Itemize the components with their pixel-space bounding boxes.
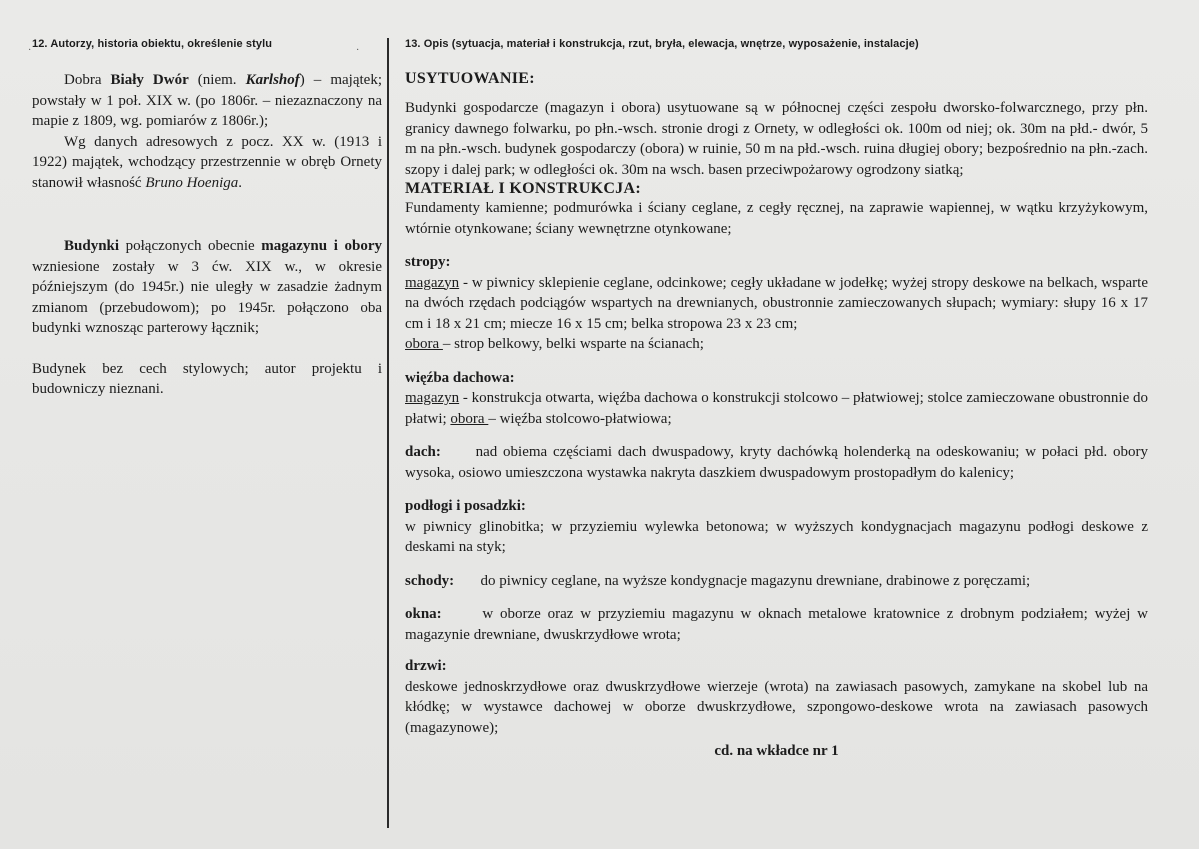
material-text: Fundamenty kamienne; podmurówka i ściany ceglane, z cegły ręcznej, na zaprawie wapiennej, w wątku krzyżykowym, wtórnie otynkowane; ściany wewnętrzne otynkowane;: [405, 200, 1148, 237]
usytuowanie-title: USYTUOWANIE:: [405, 70, 535, 87]
text-span: wzniesione zostały w 3 ćw. XIX w., w okresie późniejszym (do 1945r.) nie uległy w zasadzie żadnym zmianom (przebudowom); po 1945r. połączono oba budynki wznosząc parterowy łącznik;: [32, 258, 382, 336]
okna-label: okna:: [405, 606, 442, 622]
section-12-header: 12. Autorzy, historia obiektu, określenie stylu: [32, 38, 273, 50]
material-title: MATERIAŁ I KONSTRUKCJA:: [405, 180, 641, 197]
podlogi-section: [405, 496, 1148, 558]
text-span: - konstrukcja otwarta, więźba dachowa o konstrukcji stolcowo – płatwiowej; stolce zamieczowane obustronnie do płatwi;: [405, 390, 1148, 427]
podlogi-label: podłogi i posadzki:: [405, 498, 526, 514]
podlogi-text: w piwnicy glinobitka; w przyziemiu wylewka betonowa; w wyższych kondygnacjach magazynu podłogi deskowe z deskami na styk;: [405, 518, 1148, 555]
stropy-section: [405, 252, 1148, 355]
wiezba-label: więźba dachowa:: [405, 369, 515, 386]
bold-term: Budynki: [64, 238, 120, 254]
okna-text: [405, 604, 1148, 645]
buildings-paragraph: [32, 236, 382, 339]
margin-mark: ·: [356, 45, 360, 56]
style-paragraph: Budynek bez cech stylowych; autor projektu i budowniczy nieznani.: [32, 360, 382, 397]
dach-text: [405, 442, 1148, 483]
magazyn-label: magazyn: [405, 390, 460, 406]
estate-name: Biały Dwór: [110, 72, 189, 88]
text-span: Wg danych adresowych z pocz. XX w. (1913 i 1922) majątek, wchodzący przestrzennie w obręb Ornety stanowił własność: [32, 133, 382, 191]
text-span: w oborze oraz w przyziemiu magazynu w oknach metalowe kratownice z drobnym podziałem; wyżej w magazynie drewniane, dwuskrzydłowe wrota;: [405, 606, 1148, 643]
text-span: ) – majątek; powstały w 1 poł. XIX w. (po 1806r. – niezaznaczony na mapie z 1809, wg. pomiarów z 1806r.);: [32, 72, 382, 129]
text-span: nad obiema częściami dach dwuspadowy, kryty dachówką holenderką na odeskowaniu; w połaci płd. obory wysoka, osiowo umieszczona wystawka nakryta daszkiem dwuspadowym prostopadłym do kalenicy;: [405, 444, 1148, 481]
text-span: – strop belkowy, belki wsparte na ścianach;: [442, 336, 704, 352]
bold-term: magazynu i obory: [261, 238, 382, 254]
right-column: [405, 38, 1148, 760]
text-span: połączonych obecnie: [119, 238, 262, 254]
text-span: - w piwnicy sklepienie ceglane, odcinkowe; cegły układane w jodełkę; wyżej stropy deskowe na belkach, wsparte na dwóch rzędach podciągów wspartych na drewnianych, obustronnie zamieczowanych słupach; wymiary: słupy 16 x 17 cm i 18 x 21 cm; miecze 16 x 15 cm; belka stropowa 23 x 23 cm;: [405, 274, 1148, 332]
text-span: .: [238, 174, 242, 191]
obora-label: obora: [450, 410, 489, 427]
text-span: do piwnicy ceglane, na wyższe kondygnacje magazynu drewniane, drabinowe z poręczami;: [480, 572, 1031, 589]
text-span: Dobra: [64, 72, 111, 88]
text-span: (niem.: [188, 72, 246, 88]
german-name: Karlshof: [245, 72, 300, 88]
wiezba-section: [405, 368, 1148, 430]
schody-text: [405, 571, 1148, 592]
wiezba-text: [405, 388, 1148, 429]
dach-label: dach:: [405, 444, 441, 460]
continued-note: cd. na wkładce nr 1: [714, 743, 839, 759]
stropy-label: stropy:: [405, 254, 451, 270]
drzwi-label: drzwi:: [405, 658, 447, 674]
drzwi-section: [405, 656, 1148, 738]
usytuowanie-text: Budynki gospodarcze (magazyn i obora) usytuowane są w północnej części zespołu dworsko-folwarcznego, przy płn. granicy dawnego folwarku, po płn.-wsch. stronie drogi z Ornety, w odległości ok. 100m od niej; ok. 30m na płd.- dwór, 5 m na płn.-wsch. budynek gospodarczy (obora) w ruinie, 50 m na płd.-wsch. ruina długiej obory; bezpośrednio na płn.-zach. szopy i dalej park; w odległości ok. 30m na wsch. basen przeciwpożarowy ogrodzony siatką;: [405, 100, 1148, 178]
owner-paragraph: [32, 132, 382, 194]
section-13-header: 13. Opis (sytuacja, materiał i konstrukcja, rzut, bryła, elewacja, wnętrze, wyposażenie, instalacje): [405, 38, 919, 50]
column-divider: [387, 38, 389, 828]
schody-label: schody:: [405, 572, 455, 589]
margin-mark: ·: [28, 45, 32, 56]
stropy-magazyn-text: [405, 273, 1148, 335]
text-span: – więźba stolcowo-płatwiowa;: [488, 410, 672, 427]
drzwi-text: deskowe jednoskrzydłowe oraz dwuskrzydłowe wierzeje (wrota) na zawiasach pasowych, zamykane na skobel lub na kłódkę; w wystawce dachowej w oborze dwuskrzydłowe, szpongowo-deskowe wrota na zawiasach pasowych (magazynowe);: [405, 678, 1148, 736]
left-column: [32, 38, 382, 400]
obora-label: obora: [405, 336, 443, 352]
history-paragraph: [32, 70, 382, 132]
stropy-obora-text: [405, 334, 1148, 355]
magazyn-label: magazyn: [405, 274, 460, 291]
owner-name: Bruno Hoeniga: [145, 174, 239, 191]
